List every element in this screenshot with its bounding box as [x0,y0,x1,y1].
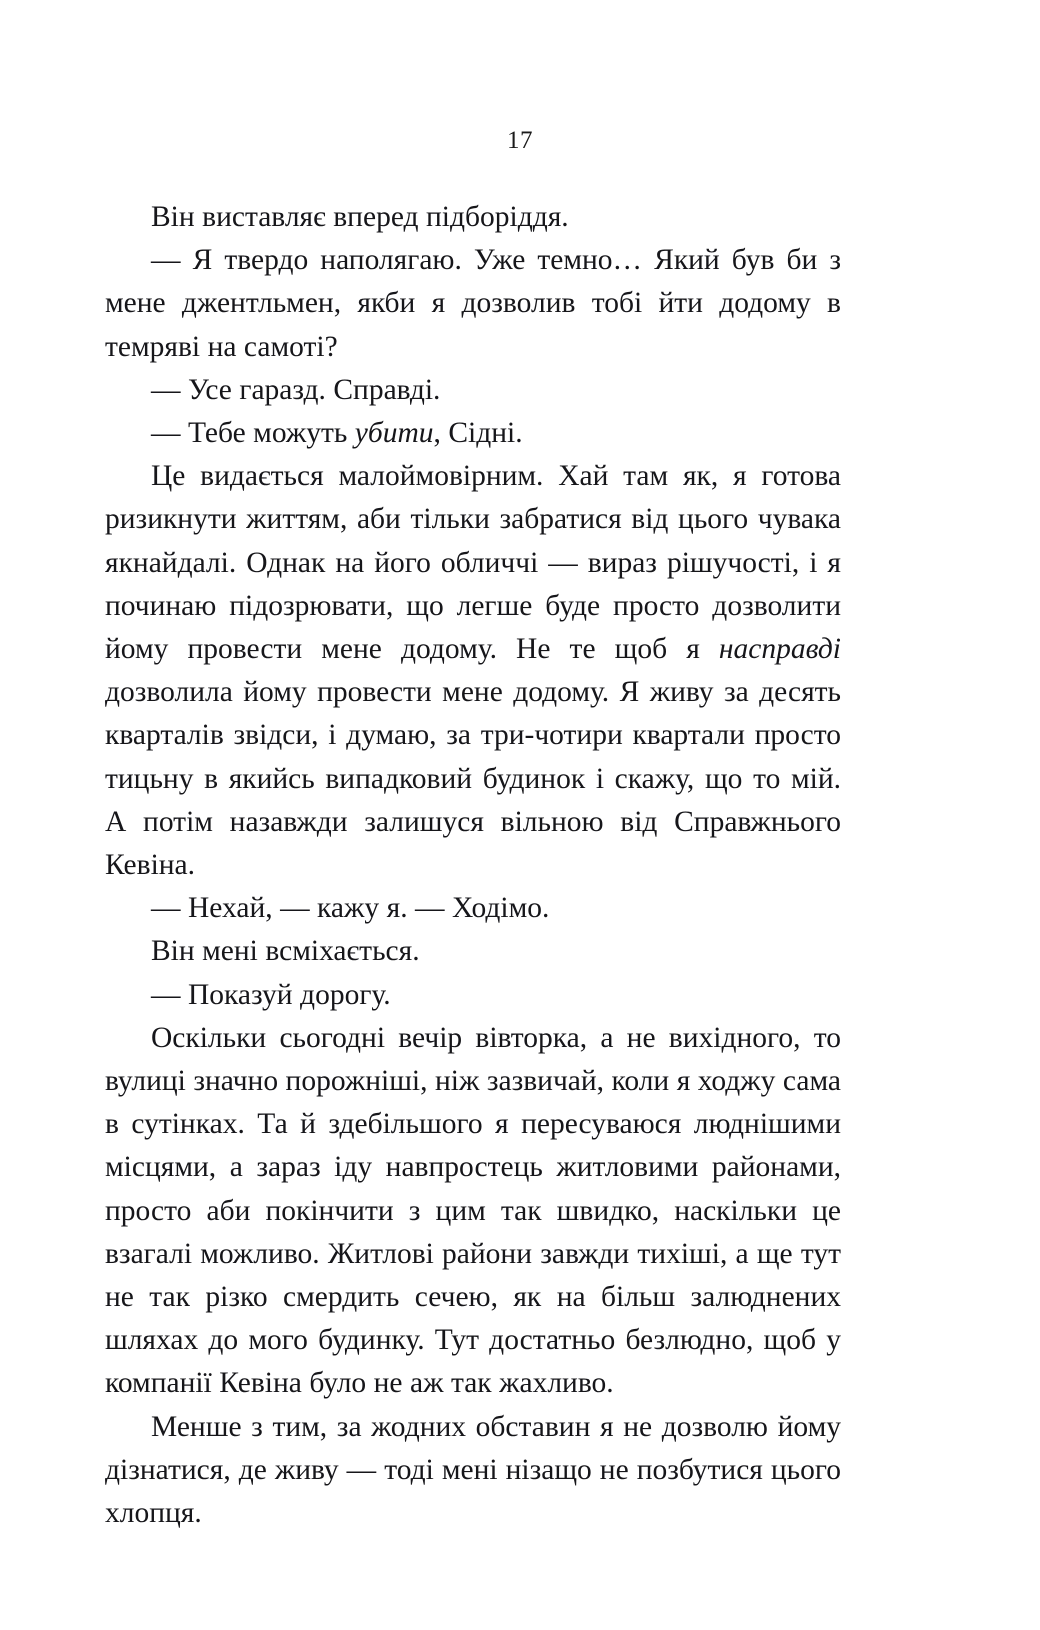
paragraph-1: Він виставляє вперед підборіддя. [151,201,569,233]
text-run-roman: , Сідні. [433,417,523,450]
paragraph-9: Оскільки сьогодні вечір вівторка, а не вихідного, то вулиці значно порожніші, ніж зазвичай, коли я ходжу сама в сутінках. Та й здебільшого я пересуваюся люднішими місцями, а зараз іду навпростець житловими районами, просто аби покінчити з цим так швидко, наскільки це взагалі можливо. Житлові райони завжди тихіші, а ще тут не так різко смердить сечею, як на більш залюднених шляхах до мого будинку. Тут достатньо безлюдно, щоб у компанії Кевіна було не аж так жахливо. [105,1021,841,1400]
paragraph-7: Він мені всміхається. [151,935,420,968]
paragraph-6-dialogue: — Нехай, — кажу я. — Ходімо. [151,892,550,925]
body-text-block [105,196,841,1535]
paragraph-3-dialogue: — Усе гаразд. Справді. [151,373,441,406]
emphasis-naspravdi: насправді [718,633,841,666]
paragraph-5 [105,455,841,887]
emphasis-ubyty: убити [354,417,434,450]
text-run-roman: Це видається малоймовірним. Хай там як, я готова ризикнути життям, аби тільки забратися від цього чувака якнайдалі. Однак на його обличчі — вираз рішучості, і я починаю підозрювати, що легше буде просто дозволити йому провести мене додому. Не те щоб я [105,460,841,666]
text-run-roman: дозволила йому провести мене додому. Я живу за десять кварталів звідси, і думаю, за три-чотири квартали просто тицьну в якийсь випадковий будинок і скажу, що то мій. А потім назавжди залишуся вільною від Справжнього Кевіна. [105,676,841,882]
paragraph-8-dialogue: — Показуй дорогу. [151,978,391,1011]
paragraph-10: Менше з тим, за жодних обставин я не дозволю йому дізнатися, де живу — тоді мені нізащо не позбутися цього хлопця. [105,1410,841,1530]
text-run-roman: — Тебе можуть [151,417,355,450]
paragraph-2-dialogue: — Я твердо наполягаю. Уже темно… Який був би з мене джентльмен, якби я дозволив тобі йти додому в темряві на самоті? [105,244,841,363]
page-number: 17 [507,127,533,154]
paragraph-4-dialogue [105,412,841,455]
